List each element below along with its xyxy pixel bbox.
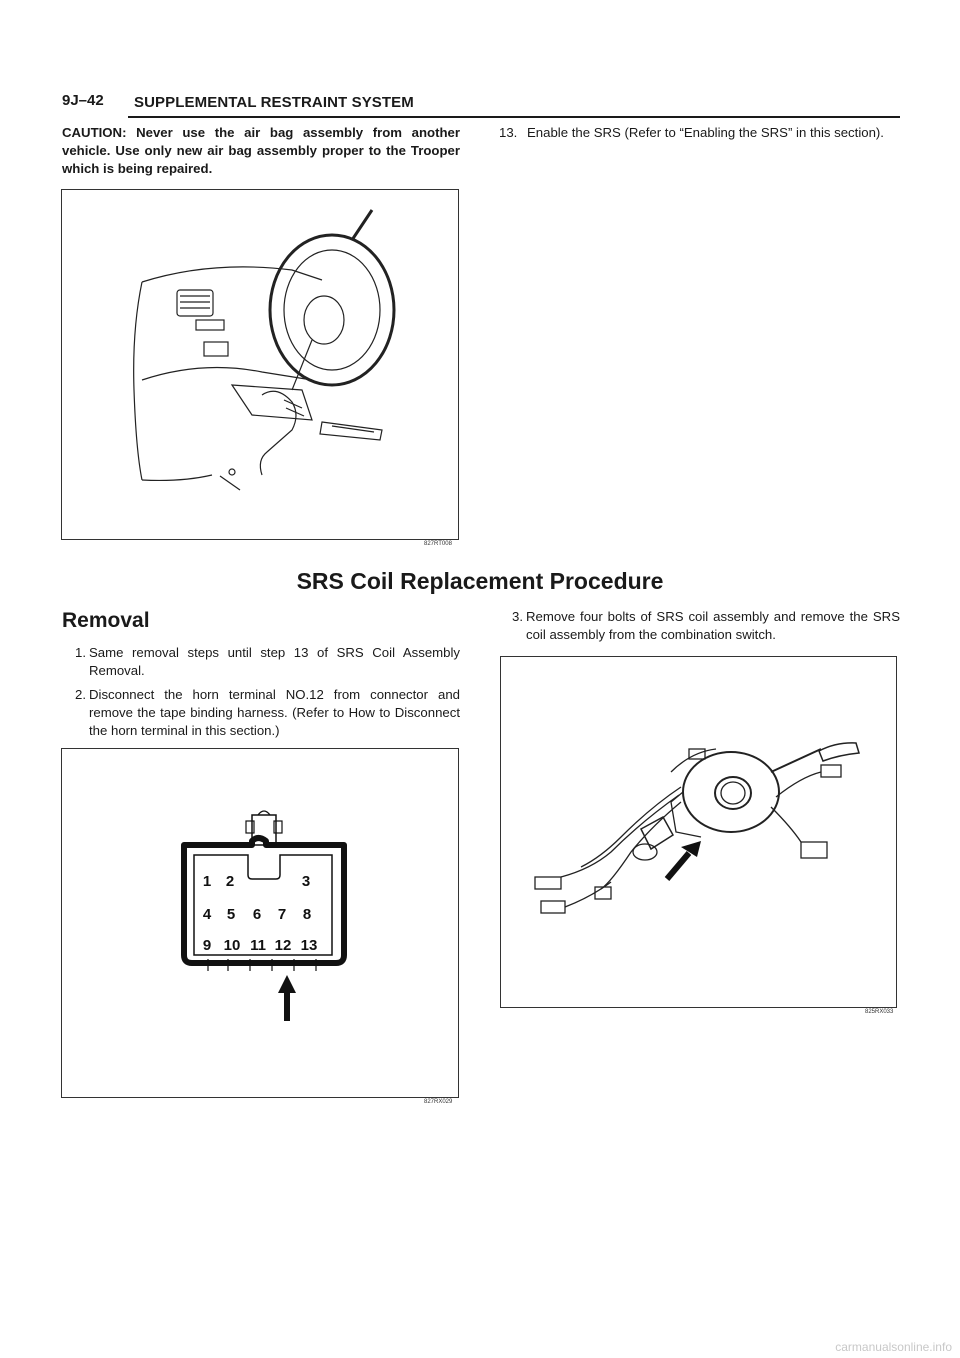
step-13 [499,124,900,142]
figure-code: 827RT008 [424,541,452,547]
step-text: Disconnect the horn terminal NO.12 from connector and remove the tape binding harness. (Refer to How to Disconnect the horn terminal in this section.) [89,687,460,738]
terminal-8: 8 [302,906,312,923]
step-text: Same removal steps until step 13 of SRS Coil Assembly Removal. [89,645,460,678]
terminal-12: 12 [274,937,292,954]
terminal-2: 2 [225,873,235,890]
step-number: 3. [512,609,523,624]
subhead-removal: Removal [62,609,150,632]
step-3 [512,608,900,644]
terminal-13: 13 [300,937,318,954]
terminal-1: 1 [202,873,212,890]
section-title: SRS Coil Replacement Procedure [296,568,664,594]
page-number: 9J–42 [62,92,104,109]
connector-diagram [62,749,458,1097]
figure-code: 825RX033 [865,1009,894,1015]
steering-wheel-illustration [62,190,458,539]
step-2 [75,686,460,740]
step-number: 2. [75,687,86,702]
step-1 [75,644,460,680]
srs-coil-illustration [501,657,896,1007]
step-number: 1. [75,645,86,660]
terminal-5: 5 [226,906,236,923]
terminal-7: 7 [277,906,287,923]
figure-code: 827RX029 [424,1099,453,1105]
page-title: SUPPLEMENTAL RESTRAINT SYSTEM [134,94,414,111]
terminal-6: 6 [252,906,262,923]
step-number: 13. [499,125,518,140]
terminal-9: 9 [202,937,212,954]
footer-watermark: carmanualsonline.info [835,1340,952,1354]
figure-steering-wheel [61,189,459,540]
arrow-icon [667,841,701,879]
terminal-11: 11 [250,937,266,954]
arrow-icon [278,975,296,1021]
figure-connector [61,748,459,1098]
figure-srs-coil [500,656,897,1008]
step-text: Remove four bolts of SRS coil assembly and remove the SRS coil assembly from the combination switch. [526,609,900,642]
terminal-4: 4 [202,906,212,923]
terminal-3: 3 [301,873,311,890]
step-text: Enable the SRS (Refer to “Enabling the SRS” in this section). [527,125,884,140]
terminal-10: 10 [223,937,241,954]
caution-note: CAUTION: Never use the air bag assembly from another vehicle. Use only new air bag assembly proper to the Trooper which is being repaired. [62,125,460,176]
header-rule [128,116,900,118]
